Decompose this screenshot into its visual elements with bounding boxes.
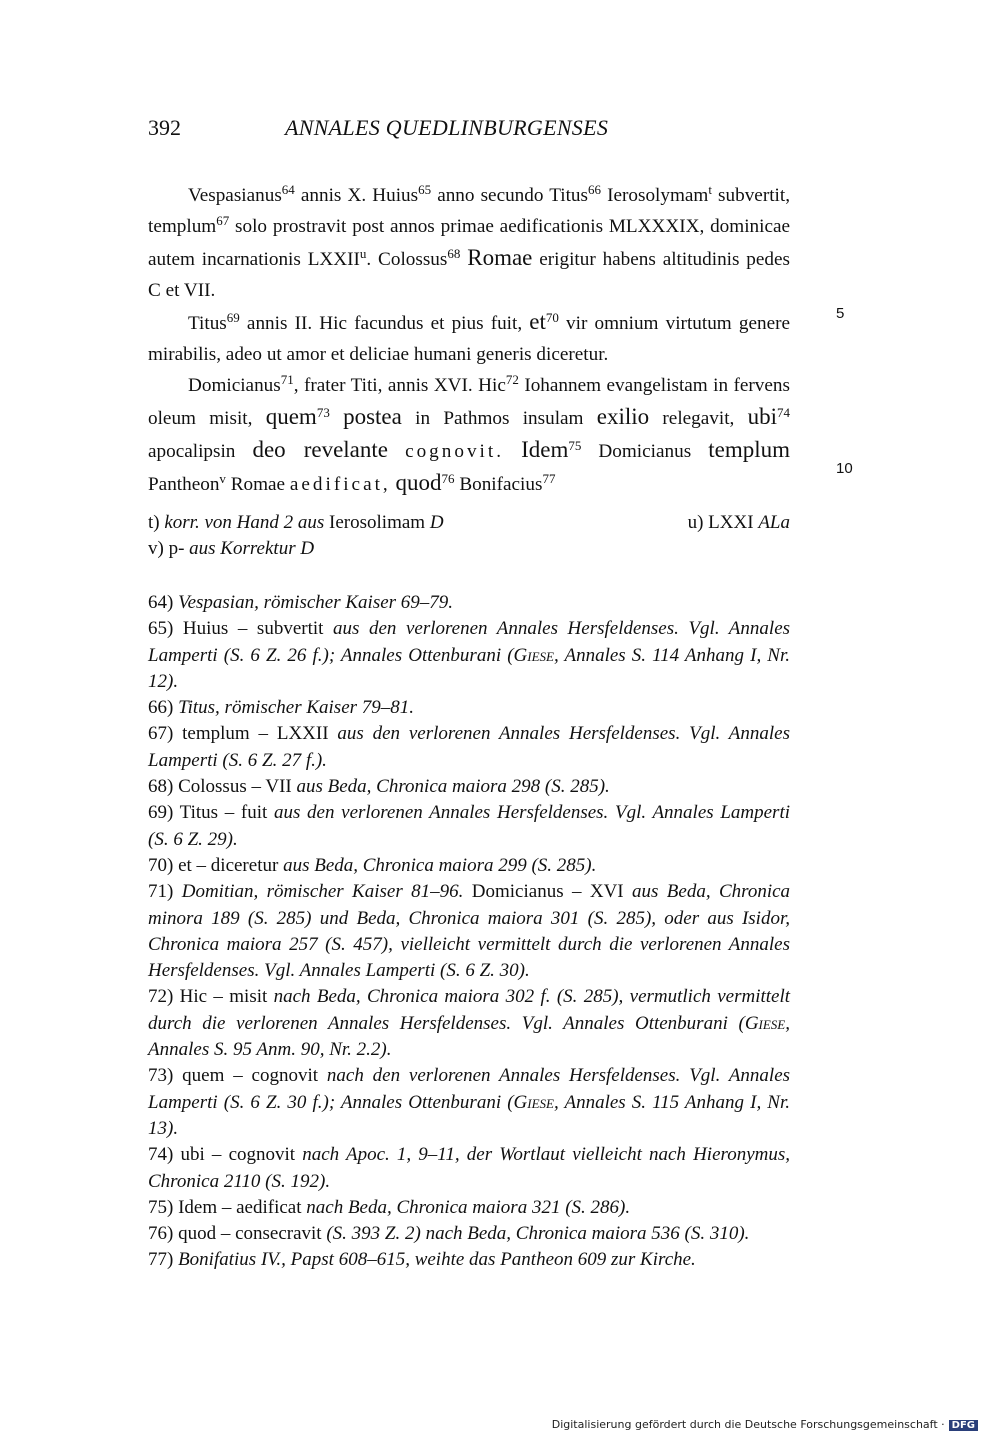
paragraph-domicianus: Domicianus$^{71}$, frater Titi, annis XVI. Hic$^{72}$ Iohannem evangelistam in fervens oleum misit, quem$^{73}$ postea in Pathmos insulam exilio relegavit, ubi$^{74}$ apocalipsin deo revelante cognovit. Idem$^{75}$ Domicianus templum Pantheon$^v$ Romae aedificat, quod$^{76}$ Bonifacius$^{77}$ (148, 372, 791, 495)
running-title: ANNALES QUEDLINBURGENSES (285, 115, 609, 140)
line-number-10: 10 (836, 460, 853, 477)
main-text (148, 180, 790, 500)
note-76: 76) quod – consecravit (S. 393 Z. 2) nach Beda, Chronica maiora 536 (S. 310). (148, 1223, 750, 1245)
page-header (148, 115, 609, 141)
note-67: 67) templum – LXXII aus den verlorenen Annales Hersfeldenses. Vgl. Annales Lamperti (S. 6 Z. 27 f.). (148, 723, 790, 771)
note-66: 66) Titus, römischer Kaiser 79–81. (148, 697, 415, 719)
note-71: 71) Domitian, römischer Kaiser 81–96. Domicianus – XVI aus Beda, Chronica minora 189 (S. 285) und Beda, Chronica maiora 301 (S. 285), oder aus Isidor, Chronica maiora 257 (S. 457), vielleicht vermittelt durch die verlorenen Annales Hersfeldenses. Vgl. Annales Lamperti (S. 6 Z. 30). (148, 881, 791, 982)
note-72: 72) Hic – misit nach Beda, Chronica maiora 302 f. (S. 285), vermutlich vermittelt durch die verlorenen Annales Hersfeldenses. Vgl. Annales Ottenburani (Giese, Annales S. 95 Anm. 90, Nr. 2.2). (148, 986, 791, 1061)
note-69: 69) Titus – fuit aus den verlorenen Annales Hersfeldenses. Vgl. Annales Lamperti (S. 6 Z. 29). (148, 802, 791, 850)
apparatus-v: v) p- aus Korrektur D (148, 538, 315, 559)
paragraph-titus: Titus$^{69}$ annis II. Hic facundus et pius fuit, $et^{70}$ vir omnium virtutum genere mirabilis, adeo ut amor et deliciae humani generis diceretur. (148, 309, 790, 365)
commentary-notes (148, 590, 790, 1274)
apparatus-t: t) korr. von Hand 2 aus Ierosolimam D (148, 512, 444, 533)
note-68: 68) Colossus – VII aus Beda, Chronica maiora 298 (S. 285). (148, 776, 610, 798)
line-number-5: 5 (836, 305, 845, 322)
note-73: 73) quem – cognovit nach den verlorenen Annales Hersfeldenses. Vgl. Annales Lamperti (S. 6 Z. 30 f.); Annales Ottenburani (Giese, Annales S. 115 Anhang I, Nr. 13). (148, 1065, 791, 1139)
note-75: 75) Idem – aedificat nach Beda, Chronica maiora 321 (S. 286). (148, 1196, 631, 1218)
footer-text: Digitalisierung gefördert durch die Deutsche Forschungsgemeinschaft · (551, 1418, 945, 1431)
apparatus-u: u) LXXI ALa (687, 512, 790, 533)
paragraph-vespasian: Vespasianus$^{64}$ annis X. Huius$^{65}$ anno secundo Titus$^{66}$ Ierosolymam$^t$ subvertit, templum$^{67}$ solo prostravit post annos primae aedificationis MLXXXIX, dominicae autem incarnationis LXXII$^u$. Colossus$^{68}$ Romae erigitur habens altitudinis pedes C et VII. (148, 182, 790, 301)
funding-footer (552, 1418, 978, 1431)
note-77: 77) Bonifatius IV., Papst 608–615, weihte das Pantheon 609 zur Kirche. (148, 1249, 696, 1271)
note-64: 64) Vespasian, römischer Kaiser 69–79. (148, 592, 454, 613)
page-number: 392 (148, 115, 181, 140)
note-74: 74) ubi – cognovit nach Apoc. 1, 9–11, der Wortlaut vielleicht nach Hieronymus, Chronica 2110 (S. 192). (148, 1144, 791, 1192)
note-70: 70) et – diceretur aus Beda, Chronica maiora 299 (S. 285). (148, 854, 597, 876)
note-65: 65) Huius – subvertit aus den verlorenen Annales Hersfeldenses. Vgl. Annales Lamperti (S. 6 Z. 26 f.); Annales Ottenburani (Giese, Annales S. 114 Anhang I, Nr. 12). (148, 618, 791, 692)
critical-apparatus (148, 510, 790, 562)
dfg-logo: DFG (949, 1420, 978, 1431)
